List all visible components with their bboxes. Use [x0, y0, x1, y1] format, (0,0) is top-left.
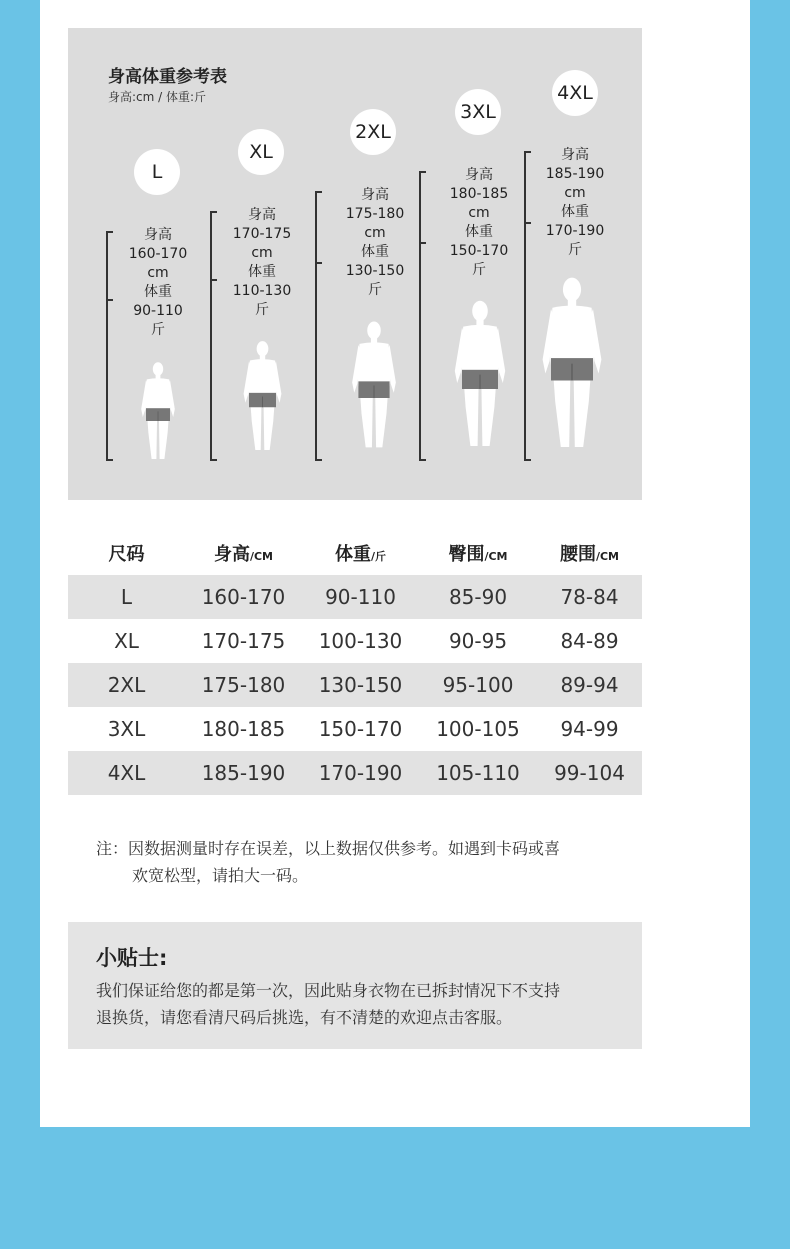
table-cell: 2XL: [107, 673, 146, 697]
tips-body: [96, 977, 626, 1031]
header-size: 尺码: [108, 543, 145, 565]
table-cell: 175-180: [201, 673, 286, 697]
bracket-bottom-tick: [210, 459, 217, 461]
bracket-top-tick: [106, 231, 113, 233]
chart-title: 身高体重参考表: [108, 67, 227, 87]
bracket-bottom-tick: [419, 459, 426, 461]
height-weight-chart: [68, 28, 642, 500]
size-badge: 2XL: [350, 109, 396, 155]
bracket-top-tick: [315, 191, 322, 193]
height-bracket: [524, 151, 526, 461]
bracket-top-tick: [210, 211, 217, 213]
table-header-row: [68, 530, 642, 575]
bracket-mid-tick: [210, 279, 217, 281]
bracket-mid-tick: [106, 299, 113, 301]
size-badge: L: [134, 149, 180, 195]
bracket-mid-tick: [524, 222, 531, 224]
note-line: 注：因数据测量时存在误差，以上数据仅供参考。如遇到卡码或喜: [96, 839, 561, 858]
size-badge: 3XL: [455, 89, 501, 135]
tips-line: 退换货，请您看清尺码后挑选，有不清楚的欢迎点击客服。: [96, 1008, 513, 1027]
bracket-top-tick: [524, 151, 531, 153]
bracket-bottom-tick: [315, 459, 322, 461]
table-cell: 130-150: [318, 673, 403, 697]
size-table: [68, 530, 642, 795]
table-row: [68, 619, 642, 663]
table-cell: 105-110: [436, 761, 520, 785]
size-info: 身高 185-190 cm 体重 170-190 斤: [545, 147, 605, 258]
size-badge: XL: [238, 129, 284, 175]
table-cell: 89-94: [560, 673, 619, 697]
table-row: [68, 663, 642, 707]
tips-title: 小贴士:: [96, 946, 168, 970]
size-column-xl: [172, 28, 292, 500]
measurement-note: [96, 835, 636, 889]
table-cell: 90-95: [448, 629, 508, 653]
tips-box: [68, 922, 642, 1049]
table-row: [68, 751, 642, 795]
header-waist: 腰围/CM: [559, 543, 620, 565]
height-bracket: [106, 231, 108, 461]
table-cell: 150-170: [318, 717, 403, 741]
table-cell: 99-104: [554, 761, 625, 785]
size-column-2xl: [276, 28, 405, 500]
chart-subtitle: 身高:cm / 体重:斤: [108, 90, 207, 104]
table-cell: XL: [114, 629, 139, 653]
size-column-l: [68, 28, 188, 500]
note-line: 欢宽松型，请拍大一码。: [132, 866, 309, 885]
size-info: 身高 180-185 cm 体重 150-170 斤: [449, 167, 509, 278]
bracket-mid-tick: [315, 262, 322, 264]
header-weight: 体重/斤: [334, 543, 387, 565]
size-column-3xl: [380, 28, 509, 500]
height-bracket: [419, 171, 421, 461]
table-cell: L: [120, 585, 133, 609]
bracket-top-tick: [419, 171, 426, 173]
size-info: 身高 175-180 cm 体重 130-150 斤: [345, 187, 405, 298]
header-hip: 臀围/CM: [448, 543, 508, 565]
bracket-bottom-tick: [106, 459, 113, 461]
table-cell: 180-185: [201, 717, 286, 741]
height-bracket: [210, 211, 212, 461]
height-bracket: [315, 191, 317, 461]
table-cell: 100-105: [436, 717, 520, 741]
table-cell: 84-89: [560, 629, 619, 653]
table-cell: 4XL: [107, 761, 146, 785]
table-row: [68, 575, 642, 619]
header-height: 身高/CM: [213, 543, 274, 565]
size-column-4xl: [484, 28, 642, 500]
table-cell: 90-110: [325, 585, 396, 609]
table-cell: 170-190: [318, 761, 403, 785]
size-badge: 4XL: [552, 70, 598, 116]
table-cell: 3XL: [107, 717, 146, 741]
table-cell: 100-130: [318, 629, 403, 653]
bracket-bottom-tick: [524, 459, 531, 461]
table-cell: 85-90: [448, 585, 508, 609]
table-cell: 94-99: [560, 717, 619, 741]
table-cell: 170-175: [201, 629, 286, 653]
size-info: 身高 160-170 cm 体重 90-110 斤: [128, 227, 188, 338]
size-info: 身高 170-175 cm 体重 110-130 斤: [232, 207, 292, 318]
bracket-mid-tick: [419, 242, 426, 244]
tips-line: 我们保证给您的都是第一次，因此贴身衣物在已拆封情况下不支持: [96, 981, 561, 1000]
table-cell: 160-170: [201, 585, 286, 609]
table-cell: 78-84: [560, 585, 619, 609]
body-figure-icon: [537, 264, 607, 462]
table-cell: 95-100: [442, 673, 514, 697]
table-row: [68, 707, 642, 751]
table-cell: 185-190: [201, 761, 286, 785]
